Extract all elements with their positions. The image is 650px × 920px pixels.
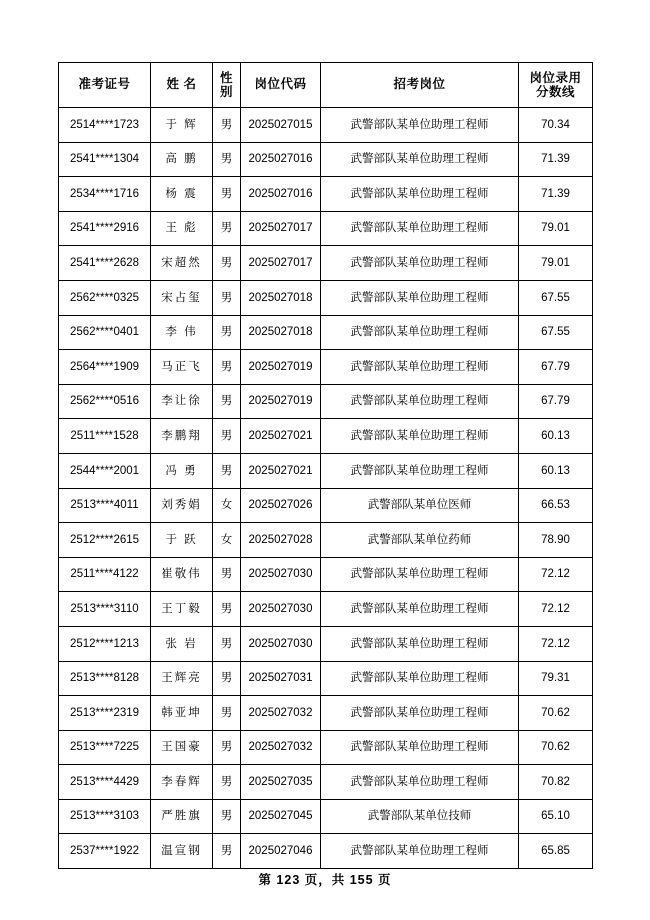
- cell-sex: 男: [213, 350, 241, 385]
- cell-score: 65.10: [519, 799, 593, 834]
- cell-score: 66.53: [519, 488, 593, 523]
- cell-post-code: 2025027045: [241, 799, 321, 834]
- table-header: [59, 63, 593, 108]
- cell-sex: 男: [213, 557, 241, 592]
- column-header-name: 姓 名: [151, 63, 213, 108]
- cell-name: 王辉亮: [151, 661, 213, 696]
- cell-post: 武警部队某单位助理工程师: [321, 765, 519, 800]
- cell-post-code: 2025027030: [241, 592, 321, 627]
- cell-post: 武警部队某单位助理工程师: [321, 557, 519, 592]
- cell-post-code: 2025027019: [241, 384, 321, 419]
- cell-name: 宋超然: [151, 246, 213, 281]
- cell-post-code: 2025027016: [241, 177, 321, 212]
- table-row: [59, 834, 593, 869]
- cell-score: 70.34: [519, 108, 593, 143]
- column-header-id: 准考证号: [59, 63, 151, 108]
- cell-post: 武警部队某单位助理工程师: [321, 626, 519, 661]
- table-row: [59, 592, 593, 627]
- column-header-code: 岗位代码: [241, 63, 321, 108]
- column-header-post: 招考岗位: [321, 63, 519, 108]
- cell-score: 79.01: [519, 246, 593, 281]
- table-row: [59, 661, 593, 696]
- cell-name: 韩亚坤: [151, 696, 213, 731]
- table-row: [59, 384, 593, 419]
- cell-sex: 男: [213, 246, 241, 281]
- cell-admission-number: 2513****3110: [59, 592, 151, 627]
- cell-admission-number: 2512****2615: [59, 523, 151, 558]
- cell-admission-number: 2562****0401: [59, 315, 151, 350]
- cell-score: 79.31: [519, 661, 593, 696]
- cell-score: 67.55: [519, 315, 593, 350]
- cell-post-code: 2025027015: [241, 108, 321, 143]
- cell-sex: 男: [213, 384, 241, 419]
- cell-admission-number: 2534****1716: [59, 177, 151, 212]
- table-row: [59, 696, 593, 731]
- cell-post: 武警部队某单位助理工程师: [321, 315, 519, 350]
- cell-post-code: 2025027030: [241, 557, 321, 592]
- cell-post: 武警部队某单位助理工程师: [321, 384, 519, 419]
- table-body: [59, 108, 593, 869]
- column-header-score-line2: 分数线: [535, 85, 575, 99]
- table-row: [59, 211, 593, 246]
- cell-sex: 男: [213, 730, 241, 765]
- cell-admission-number: 2513****2319: [59, 696, 151, 731]
- cell-sex: 男: [213, 765, 241, 800]
- cell-post-code: 2025027018: [241, 315, 321, 350]
- cell-score: 78.90: [519, 523, 593, 558]
- cell-post: 武警部队某单位助理工程师: [321, 280, 519, 315]
- cell-post: 武警部队某单位助理工程师: [321, 350, 519, 385]
- cell-post-code: 2025027021: [241, 419, 321, 454]
- cell-post: 武警部队某单位助理工程师: [321, 419, 519, 454]
- cell-admission-number: 2513****4429: [59, 765, 151, 800]
- cell-admission-number: 2562****0516: [59, 384, 151, 419]
- cell-admission-number: 2537****1922: [59, 834, 151, 869]
- cell-post: 武警部队某单位助理工程师: [321, 696, 519, 731]
- column-header-sex-line2: 别: [219, 85, 233, 99]
- page-footer: 第 123 页，共 155 页: [258, 873, 392, 887]
- table-row: [59, 108, 593, 143]
- cell-admission-number: 2541****1304: [59, 142, 151, 177]
- cell-name: 李鹏翔: [151, 419, 213, 454]
- cell-sex: 男: [213, 315, 241, 350]
- cell-name: 高 鹏: [151, 142, 213, 177]
- table-row: [59, 730, 593, 765]
- cell-post-code: 2025027032: [241, 696, 321, 731]
- cell-score: 70.62: [519, 696, 593, 731]
- cell-name: 刘秀娟: [151, 488, 213, 523]
- cell-sex: 男: [213, 661, 241, 696]
- cell-post-code: 2025027018: [241, 280, 321, 315]
- cell-name: 严胜旗: [151, 799, 213, 834]
- cell-score: 70.62: [519, 730, 593, 765]
- table-row: [59, 280, 593, 315]
- table-row: [59, 488, 593, 523]
- cell-score: 67.79: [519, 384, 593, 419]
- cell-admission-number: 2514****1723: [59, 108, 151, 143]
- table-row: [59, 626, 593, 661]
- cell-admission-number: 2511****1528: [59, 419, 151, 454]
- cell-name: 张 岩: [151, 626, 213, 661]
- cell-name: 李 伟: [151, 315, 213, 350]
- cell-admission-number: 2562****0325: [59, 280, 151, 315]
- cell-admission-number: 2513****3103: [59, 799, 151, 834]
- cell-post-code: 2025027030: [241, 626, 321, 661]
- cell-sex: 男: [213, 108, 241, 143]
- cell-post: 武警部队某单位助理工程师: [321, 177, 519, 212]
- cell-post-code: 2025027021: [241, 453, 321, 488]
- table-row: [59, 453, 593, 488]
- cell-post-code: 2025027019: [241, 350, 321, 385]
- cell-score: 70.82: [519, 765, 593, 800]
- roster-table: [58, 62, 593, 869]
- cell-sex: 女: [213, 488, 241, 523]
- cell-name: 温宣钢: [151, 834, 213, 869]
- cell-score: 65.85: [519, 834, 593, 869]
- cell-name: 于 跃: [151, 523, 213, 558]
- cell-post: 武警部队某单位助理工程师: [321, 453, 519, 488]
- cell-post-code: 2025027046: [241, 834, 321, 869]
- cell-name: 于 辉: [151, 108, 213, 143]
- cell-sex: 男: [213, 419, 241, 454]
- cell-sex: 男: [213, 834, 241, 869]
- cell-score: 71.39: [519, 177, 593, 212]
- column-header-sex: [213, 63, 241, 108]
- cell-sex: 男: [213, 799, 241, 834]
- cell-score: 72.12: [519, 592, 593, 627]
- cell-post: 武警部队某单位助理工程师: [321, 834, 519, 869]
- table-row: [59, 177, 593, 212]
- cell-name: 冯 勇: [151, 453, 213, 488]
- cell-post: 武警部队某单位助理工程师: [321, 592, 519, 627]
- cell-post-code: 2025027016: [241, 142, 321, 177]
- cell-post: 武警部队某单位助理工程师: [321, 661, 519, 696]
- cell-score: 60.13: [519, 419, 593, 454]
- cell-post-code: 2025027017: [241, 211, 321, 246]
- table-row: [59, 142, 593, 177]
- cell-score: 72.12: [519, 557, 593, 592]
- cell-post-code: 2025027032: [241, 730, 321, 765]
- cell-post-code: 2025027035: [241, 765, 321, 800]
- table-row: [59, 246, 593, 281]
- cell-admission-number: 2511****4122: [59, 557, 151, 592]
- cell-score: 60.13: [519, 453, 593, 488]
- cell-sex: 男: [213, 592, 241, 627]
- cell-sex: 男: [213, 280, 241, 315]
- cell-score: 79.01: [519, 211, 593, 246]
- cell-post-code: 2025027028: [241, 523, 321, 558]
- cell-admission-number: 2541****2916: [59, 211, 151, 246]
- cell-sex: 男: [213, 211, 241, 246]
- cell-post: 武警部队某单位助理工程师: [321, 211, 519, 246]
- cell-score: 72.12: [519, 626, 593, 661]
- column-header-sex-line1: 性: [219, 70, 233, 85]
- cell-name: 马正飞: [151, 350, 213, 385]
- cell-admission-number: 2564****1909: [59, 350, 151, 385]
- cell-sex: 男: [213, 142, 241, 177]
- column-header-score: [519, 63, 593, 108]
- cell-admission-number: 2544****2001: [59, 453, 151, 488]
- cell-admission-number: 2513****7225: [59, 730, 151, 765]
- cell-score: 71.39: [519, 142, 593, 177]
- table-row: [59, 419, 593, 454]
- cell-post-code: 2025027026: [241, 488, 321, 523]
- cell-admission-number: 2512****1213: [59, 626, 151, 661]
- table-row: [59, 523, 593, 558]
- cell-name: 王 彪: [151, 211, 213, 246]
- cell-sex: 男: [213, 696, 241, 731]
- cell-admission-number: 2513****4011: [59, 488, 151, 523]
- cell-post: 武警部队某单位医师: [321, 488, 519, 523]
- cell-admission-number: 2541****2628: [59, 246, 151, 281]
- cell-name: 王丁毅: [151, 592, 213, 627]
- cell-post: 武警部队某单位技师: [321, 799, 519, 834]
- cell-admission-number: 2513****8128: [59, 661, 151, 696]
- cell-score: 67.79: [519, 350, 593, 385]
- column-header-score-line1: 岗位录用: [529, 70, 582, 85]
- cell-name: 李让徐: [151, 384, 213, 419]
- table-header-row: [59, 63, 593, 108]
- cell-post-code: 2025027031: [241, 661, 321, 696]
- cell-post: 武警部队某单位助理工程师: [321, 142, 519, 177]
- table-row: [59, 799, 593, 834]
- cell-post: 武警部队某单位助理工程师: [321, 246, 519, 281]
- cell-sex: 男: [213, 453, 241, 488]
- cell-name: 崔敬伟: [151, 557, 213, 592]
- cell-sex: 女: [213, 523, 241, 558]
- cell-sex: 男: [213, 626, 241, 661]
- cell-name: 李春辉: [151, 765, 213, 800]
- table-row: [59, 557, 593, 592]
- cell-name: 杨 震: [151, 177, 213, 212]
- cell-name: 王国豪: [151, 730, 213, 765]
- table-row: [59, 765, 593, 800]
- cell-post-code: 2025027017: [241, 246, 321, 281]
- cell-post: 武警部队某单位药师: [321, 523, 519, 558]
- cell-score: 67.55: [519, 280, 593, 315]
- cell-post: 武警部队某单位助理工程师: [321, 108, 519, 143]
- table-row: [59, 350, 593, 385]
- cell-name: 宋占玺: [151, 280, 213, 315]
- table-row: [59, 315, 593, 350]
- cell-post: 武警部队某单位助理工程师: [321, 730, 519, 765]
- cell-sex: 男: [213, 177, 241, 212]
